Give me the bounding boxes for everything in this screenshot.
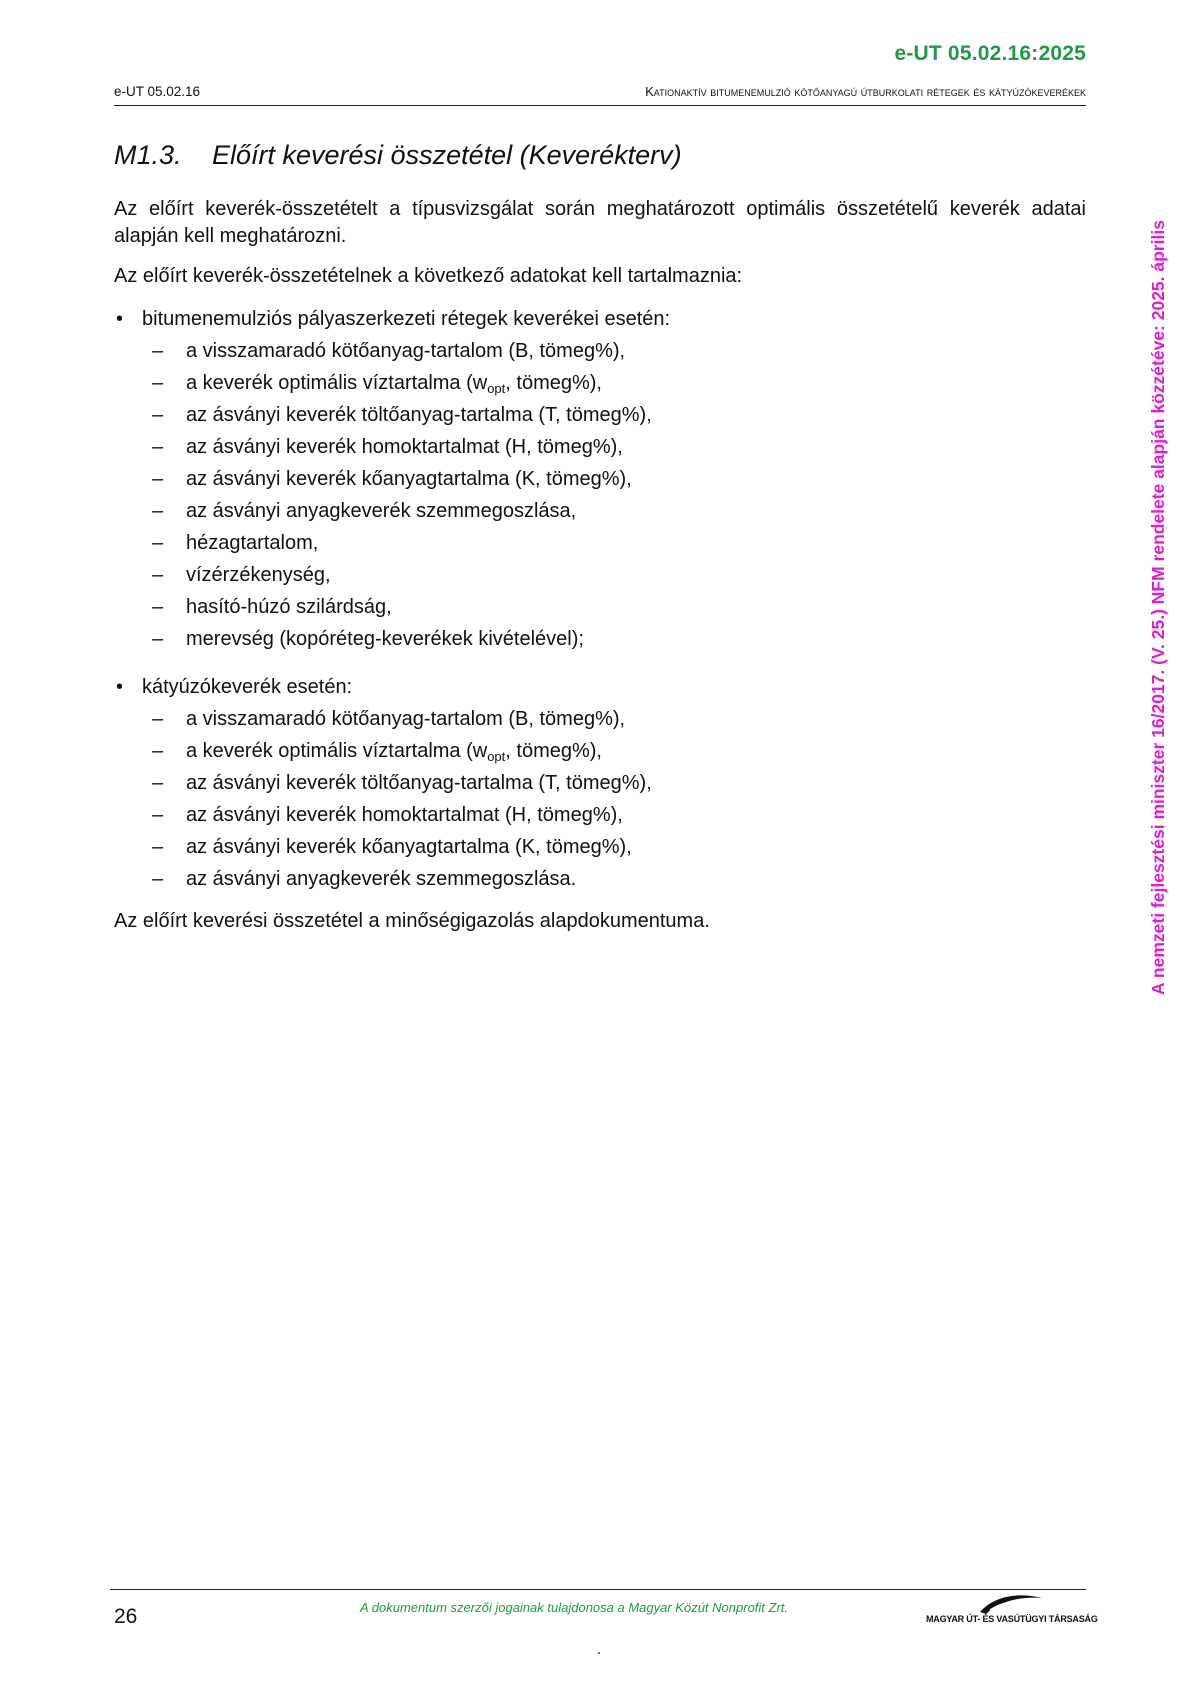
list-item: – hézagtartalom,: [114, 530, 1086, 562]
subscript-opt: opt: [487, 749, 506, 764]
running-header-title: Kationaktív bitumenemulzió kötőanyagú útburkolati rétegek és kátyúzókeverékek: [645, 84, 1086, 99]
dash-icon: –: [152, 772, 164, 794]
list-group-pothole: [114, 674, 1086, 898]
bullet-icon: •: [116, 676, 124, 698]
dash-icon: –: [152, 740, 164, 762]
publication-watermark: A nemzeti fejlesztési miniszter 16/2017. (V. 25.) NFM rendelete alapján közzétéve: 2025. április: [1148, 220, 1168, 995]
list-item: – merevség (kopóréteg-keverékek kivételével);: [114, 626, 1086, 658]
bullet-item: [114, 674, 1086, 706]
lead-paragraph: Az előírt keverék-összetételnek a következő adatokat kell tartalmaznia:: [114, 265, 743, 287]
section-heading: [114, 140, 1086, 186]
running-header: [114, 84, 1086, 106]
dash-icon: –: [152, 436, 164, 458]
list-item: – hasító-húzó szilárdság,: [114, 594, 1086, 626]
footer-dot: [598, 1652, 600, 1654]
intro-paragraph: Az előírt keverék-összetételt a típusvizsgálat során meghatározott optimális összetételű keverék adatai alapján kell meghatározni.: [114, 198, 1086, 247]
swoosh-logo-icon: [976, 1590, 1046, 1616]
list-item: – a keverék optimális víztartalma ($w_{opt}$, tömeg%),: [152, 372, 602, 396]
society-logo: [926, 1588, 1098, 1628]
list-item: – az ásványi keverék töltőanyag-tartalma (T, tömeg%),: [114, 770, 1086, 802]
dash-icon: –: [152, 596, 164, 618]
dash-icon: –: [152, 404, 164, 426]
dash-icon: –: [152, 804, 164, 826]
dash-list: [114, 706, 1086, 898]
section-title: Előírt keverési összetétel (Keverékterv): [212, 140, 682, 170]
list-item: – a visszamaradó kötőanyag-tartalom (B, tömeg%),: [114, 706, 1086, 738]
bullet-label: bitumenemulziós pályaszerkezeti rétegek keverékei esetén:: [142, 308, 671, 330]
dash-icon: –: [152, 564, 164, 586]
list-item: – az ásványi keverék töltőanyag-tartalma (T, tömeg%),: [114, 402, 1086, 434]
running-header-code: e-UT 05.02.16: [114, 84, 201, 99]
bullet-icon: •: [116, 308, 124, 330]
list-item: – vízérzékenység,: [114, 562, 1086, 594]
bullet-item: [114, 306, 1086, 338]
subscript-opt: opt: [487, 381, 506, 396]
dash-icon: –: [152, 500, 164, 522]
dash-list: [114, 338, 1086, 658]
page-number: 26: [114, 1605, 138, 1628]
dash-icon: –: [152, 468, 164, 490]
list-item: – az ásványi anyagkeverék szemmegoszlása,: [114, 498, 1086, 530]
dash-icon: –: [152, 868, 164, 890]
main-content: [114, 140, 1086, 935]
dash-icon: –: [152, 836, 164, 858]
list-item: – az ásványi keverék homoktartalmat (H, tömeg%),: [114, 802, 1086, 834]
logo-text: MAGYAR ÚT- ÉS VASÚTÜGYI TÁRSASÁG: [926, 1614, 1098, 1624]
list-item: – a visszamaradó kötőanyag-tartalom (B, tömeg%),: [114, 338, 1086, 370]
dash-icon: –: [152, 340, 164, 362]
list-item: – az ásványi keverék kőanyagtartalma (K, tömeg%),: [114, 466, 1086, 498]
list-item: – az ásványi keverék kőanyagtartalma (K, tömeg%),: [114, 834, 1086, 866]
bullet-label: kátyúzókeverék esetén:: [142, 676, 353, 698]
list-group-layers: [114, 306, 1086, 658]
dash-icon: –: [152, 708, 164, 730]
list-item: – az ásványi keverék homoktartalmat (H, tömeg%),: [114, 434, 1086, 466]
closing-paragraph: Az előírt keverési összetétel a minőségigazolás alapdokumentuma.: [114, 910, 710, 932]
document-code: e-UT 05.02.16:2025: [894, 42, 1086, 65]
dash-icon: –: [152, 372, 164, 394]
list-item: – az ásványi anyagkeverék szemmegoszlása.: [114, 866, 1086, 898]
dash-icon: –: [152, 532, 164, 554]
dash-icon: –: [152, 628, 164, 650]
section-number: M1.3.: [114, 140, 182, 170]
list-item: – a keverék optimális víztartalma ($w_{opt}$, tömeg%),: [152, 740, 602, 764]
copyright-notice: A dokumentum szerzői jogainak tulajdonosa a Magyar Közút Nonprofit Zrt.: [360, 1600, 789, 1615]
